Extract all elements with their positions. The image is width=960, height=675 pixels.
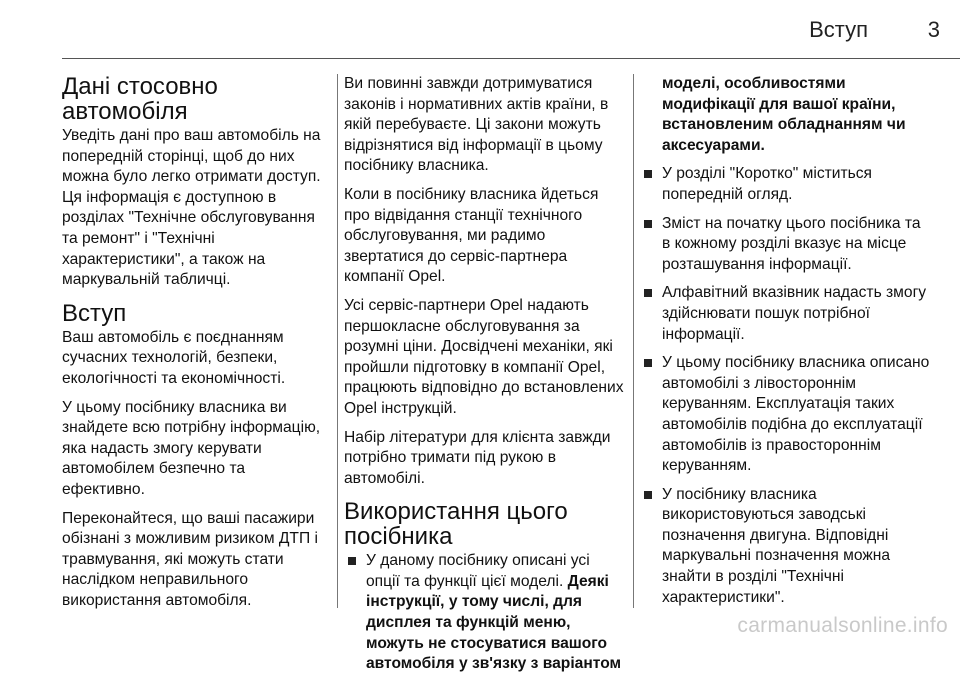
paragraph: Ваш автомобіль є поєднанням сучасних технологій, безпеки, екологічності та економічності.	[62, 328, 286, 387]
section-title: Вступ	[809, 17, 868, 42]
paragraph: Набір літератури для клієнта завжди потрібно тримати під рукою в автомобілі.	[344, 428, 611, 487]
paragraph: Переконайтеся, що ваші пасажири обізнані з можливим ризиком ДТП і травмування, які можуть стати наслідком неправильного використання автомобіля.	[62, 509, 318, 609]
bullet-text: У посібнику власника використовуються заводські позначення двигуна. Відповідні маркувальні позначення можна знайти в розділі "Технічні характеристики".	[662, 485, 891, 606]
heading-introduction: Вступ	[62, 299, 127, 327]
paragraph: У цьому посібнику власника ви знайдете всю потрібну інформацію, яка надасть змогу керувати автомобілем безпечно та ефективно.	[62, 398, 321, 498]
bullet-text-bold: Деякі інструкції, у тому числі, для дисплея та функцій меню, можуть не стосуватися вашого автомобіля у зв'язку з варіантом	[366, 572, 622, 673]
heading-vehicle-data: Дані стосовно автомобіля	[62, 73, 218, 125]
list-item	[640, 214, 932, 276]
square-bullet-icon	[644, 170, 652, 178]
square-bullet-icon	[644, 289, 652, 297]
bullet-text: У даному посібнику описані усі опції та функції цієї моделі.	[366, 552, 590, 590]
bullet-text: Зміст на початку цього посібника та в кожному розділі вказує на місце розташування інформації.	[662, 214, 921, 273]
paragraph: Ви повинні завжди дотримуватися законів і нормативних актів країни, в якій перебуваєте. Ці закони можуть відрізнятися від інформації в цьому посібнику власника.	[344, 75, 609, 175]
heading-using-manual: Використання цього посібника	[344, 498, 568, 551]
column-divider-2	[633, 74, 634, 608]
watermark: carmanualsonline.info	[737, 614, 948, 637]
square-bullet-icon	[644, 491, 652, 499]
square-bullet-icon	[348, 557, 356, 565]
page-number: 3	[927, 17, 940, 42]
page-header	[0, 0, 960, 62]
column-divider-1	[337, 74, 338, 608]
bullet-text: У розділі "Коротко" міститься попередній огляд.	[662, 165, 872, 203]
list-item	[344, 551, 626, 675]
header-rule	[62, 58, 960, 59]
list-item	[640, 485, 932, 609]
paragraph: Коли в посібнику власника йдеться про відвідання станції технічного обслуговування, ми радимо звертатися до сервіс-партнера компанії Opel.	[344, 185, 599, 286]
list-item	[640, 353, 932, 477]
square-bullet-icon	[644, 220, 652, 228]
column-1	[62, 74, 330, 608]
square-bullet-icon	[644, 359, 652, 367]
list-item	[640, 164, 932, 205]
paragraph: Усі сервіс-партнери Opel надають першокласне обслуговування за розумні ціни. Досвідчені механіки, які пройшли підготовку в компанії Opel, працюють відповідно до встановлених Opel інструкцій.	[344, 296, 624, 417]
bullet-text: У цьому посібнику власника описано автомобілі з лівостороннім керуванням. Експлуатація таких автомобілів подібна до експлуатації автомобілів із правостороннім керуванням.	[662, 354, 930, 475]
paragraph: Уведіть дані про ваш автомобіль на попередній сторінці, щоб до них можна було легко отримати доступ. Ця інформація є доступною в розділах "Технічне обслуговування та ремонт" і "Технічні характеристики", а також на маркувальній табличці.	[62, 127, 321, 289]
column-3	[640, 74, 932, 608]
bullet-list	[640, 164, 932, 608]
continued-bold-text: моделі, особливостями модифікації для вашої країни, встановленим обладнанням чи аксесуарами.	[662, 75, 906, 154]
column-2	[344, 74, 626, 673]
list-item	[640, 283, 932, 345]
bullet-list	[344, 551, 626, 675]
bullet-text: Алфавітний вказівник надасть змогу здійснювати пошук потрібної інформації.	[662, 284, 927, 343]
